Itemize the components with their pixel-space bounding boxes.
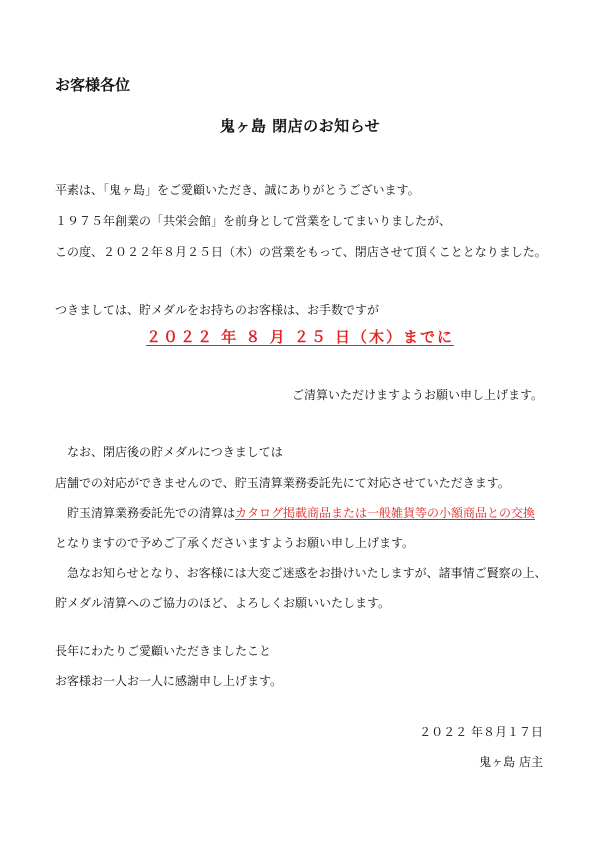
gratitude-line-2: お客様お一人お一人に感謝申し上げます。 [55,674,283,688]
apology-line: 急なお知らせとなり、お客様には大変ご迷惑をお掛けいたしますが、諸事情ご賢察の上、 [67,566,547,580]
salutation: お客様各位 [55,76,131,94]
cooperation-line: 貯メダル清算へのご協力のほど、よろしくお願いいたします。 [55,596,391,610]
settlement-request-line: ご清算いただけますようお願い申し上げます。 [291,388,543,402]
medal-intro-line: つきましては、貯メダルをお持ちのお客様は、お手数ですが [55,303,380,317]
closing-date-line: この度、２０２２年８月２５日（木）の営業をもって、閉店させて頂くこととなりました。 [55,245,547,259]
notice-title: 鬼ヶ島 閉店のお知らせ [219,117,381,136]
settlement-method-prefix: 貯玉清算業務委託先での清算は [67,506,236,520]
gratitude-line-1: 長年にわたりご愛顧いただきましたこと [55,644,272,658]
post-closing-medal-line: なお、閉店後の貯メダルにつきましては [67,445,283,459]
settlement-method-highlight: カタログ掲載商品または一般雑貨等の小額商品との交換 [235,506,536,520]
greeting-line: 平素は、「鬼ヶ島」をご愛顧いただき、誠にありがとうございます。 [55,183,420,197]
notice-date: ２０２２ 年８月１７日 [419,725,543,739]
settlement-method-line [67,505,535,521]
outsourced-service-line: 店舗での対応ができませんので、貯玉清算業務委託先にて対応させていただきます。 [55,476,510,490]
settlement-deadline: ２０２２ 年 ８ 月 ２５ 日（木）までに [145,328,455,346]
acknowledgement-line: となりますので予めご了承くださいますようお願い申し上げます。 [55,536,415,550]
history-line: １９７５年創業の「共栄会館」を前身として営業をしてまいりましたが、 [55,214,452,228]
store-owner-signature: 鬼ヶ島 店主 [479,755,543,769]
